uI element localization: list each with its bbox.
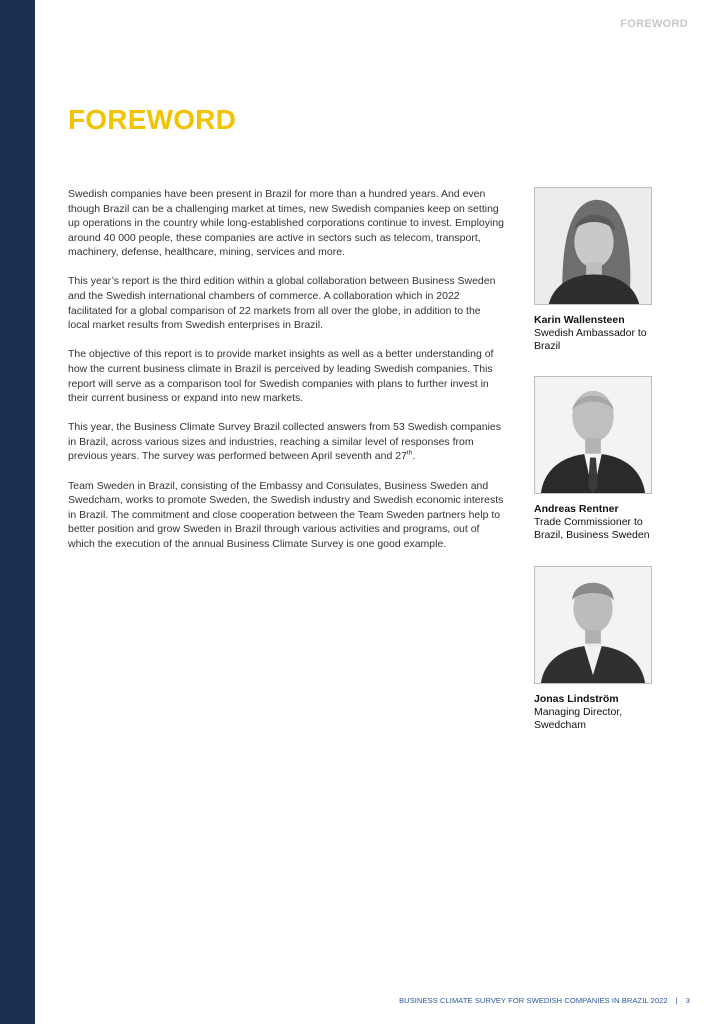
paragraph <box>68 420 504 464</box>
page-title: FOREWORD <box>68 104 237 135</box>
paragraph: This year’s report is the third edition within a global collaboration between Business Sweden and the Swedish international chambers of commerce. A collaboration which in 2022 facilitated for a global comparison of 22 markets from all over the globe, in addition to the local market results from Swedish enterprises in Brazil. <box>68 275 496 332</box>
portrait-photo <box>534 566 652 684</box>
signatory-karin-wallensteen <box>534 187 664 353</box>
signatory-name: Jonas Lindström <box>534 693 619 705</box>
page-number: 3 <box>685 996 690 1005</box>
paragraph: Swedish companies have been present in Brazil for more than a hundred years. And even though Brazil can be a challenging market at times, new Swedish companies keep on setting up operations in the country while long-established corporations continue to invest. Employing around 40 000 people, these companies are active in sectors such as telecom, transport, machinery, defense, healthcare, mining, services and more. <box>68 188 505 259</box>
signatory-role: Swedish Ambassador to Brazil <box>534 327 647 352</box>
portrait-photo <box>534 187 652 305</box>
footer-separator: | <box>675 996 678 1005</box>
page-footer <box>399 996 690 1005</box>
foreword-body <box>68 187 504 566</box>
ordinal-suffix: th <box>406 449 413 457</box>
portrait-woman-icon <box>535 188 651 304</box>
signatory-role: Managing Director, Swedcham <box>534 706 623 731</box>
signatory-name: Andreas Rentner <box>534 503 619 515</box>
signatory-role: Trade Commissioner to Brazil, Business Sweden <box>534 516 650 541</box>
running-header: FOREWORD <box>620 18 688 30</box>
portrait-man-icon <box>535 567 651 683</box>
publication-title: BUSINESS CLIMATE SURVEY FOR SWEDISH COMPANIES IN BRAZIL 2022 <box>399 996 668 1005</box>
signatory-jonas-lindstrom <box>534 566 664 732</box>
paragraph-text: This year, the Business Climate Survey Brazil collected answers from 53 Swedish companies in Brazil, across various sizes and industries, reaching a similar level of responses from previous years. The survey was performed between April seventh and 27 <box>68 421 502 463</box>
paragraph: The objective of this report is to provide market insights as well as a better understanding of how the current business climate in Brazil is perceived by leading Swedish companies. This report will serve as a comparison tool for Swedish companies with plans to further invest in their current business or expand into new markets. <box>68 348 494 405</box>
portrait-man-icon <box>535 377 651 493</box>
signatory-andreas-rentner <box>534 376 664 542</box>
side-band <box>0 0 35 1024</box>
portrait-photo <box>534 376 652 494</box>
paragraph-end: . <box>412 450 416 463</box>
paragraph: Team Sweden in Brazil, consisting of the Embassy and Consulates, Business Sweden and Swedcham, works to promote Sweden, the Swedish industry and Swedish economic interests in Brazil. The commitment and close cooperation between the Team Sweden partners help to better position and grow Sweden in Brazil through various activities and programs, out of which the execution of the annual Business Climate Survey is one good example. <box>68 479 504 550</box>
signatory-name: Karin Wallensteen <box>534 314 625 326</box>
